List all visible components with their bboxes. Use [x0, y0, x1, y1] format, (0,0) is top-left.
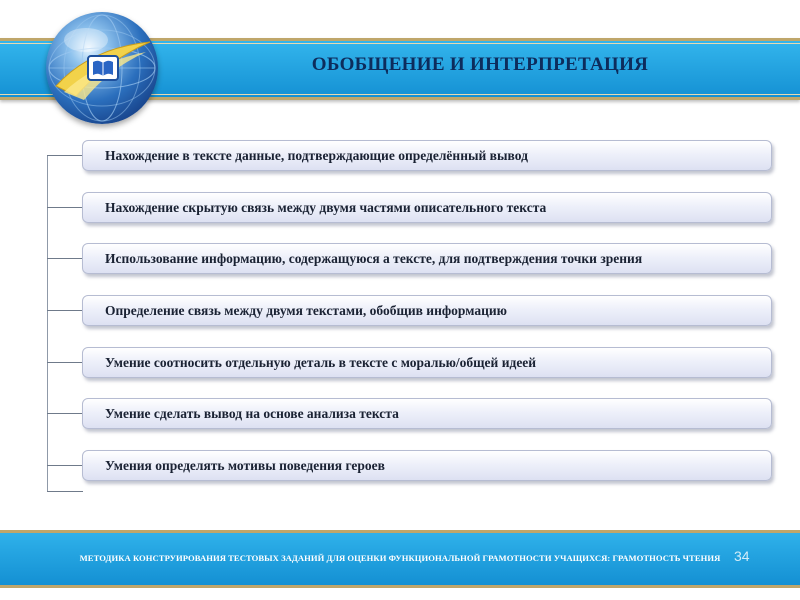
connector-line: [47, 310, 83, 311]
list-item[interactable]: [82, 295, 772, 326]
connector-line: [47, 207, 83, 208]
bracket-line: [47, 155, 48, 491]
connector-line: [47, 362, 83, 363]
list-item-label: Умение сделать вывод на основе анализа текста: [105, 406, 399, 421]
page-title: ОБОБЩЕНИЕ И ИНТЕРПРЕТАЦИЯ: [311, 54, 649, 75]
list-item[interactable]: [82, 347, 772, 378]
list-item-label: Нахождение скрытую связь между двумя частями описательного текста: [105, 200, 547, 215]
list-item-label: Умения определять мотивы поведения героев: [105, 458, 385, 473]
connector-line: [47, 465, 83, 466]
list-item[interactable]: [82, 398, 772, 429]
slide-number: 34: [734, 548, 750, 564]
list-item[interactable]: [82, 450, 772, 481]
bracket-bottom-line: [47, 491, 83, 492]
connector-line: [47, 258, 83, 259]
list-item-label: Использование информацию, содержащуюся а тексте, для подтверждения точки зрения: [105, 251, 643, 266]
list-item[interactable]: [82, 243, 772, 274]
list-item[interactable]: [82, 140, 772, 171]
footer-text: МЕТОДИКА КОНСТРУИРОВАНИЯ ТЕСТОВЫХ ЗАДАНИЙ ДЛЯ ОЦЕНКИ ФУНКЦИОНАЛЬНОЙ ГРАМОТНОСТИ УЧАЩИХСЯ: ГРАМОТНОСТЬ ЧТЕНИЯ: [79, 553, 721, 563]
connector-line: [47, 155, 83, 156]
list-item-label: Нахождение в тексте данные, подтверждающие определённый вывод: [105, 148, 528, 163]
list-item-label: Умение соотносить отдельную деталь в тексте с моралью/общей идеей: [105, 355, 537, 370]
list-item-label: Определение связь между двумя текстами, обобщив информацию: [105, 303, 507, 318]
connector-line: [47, 413, 83, 414]
list-item[interactable]: [82, 192, 772, 223]
